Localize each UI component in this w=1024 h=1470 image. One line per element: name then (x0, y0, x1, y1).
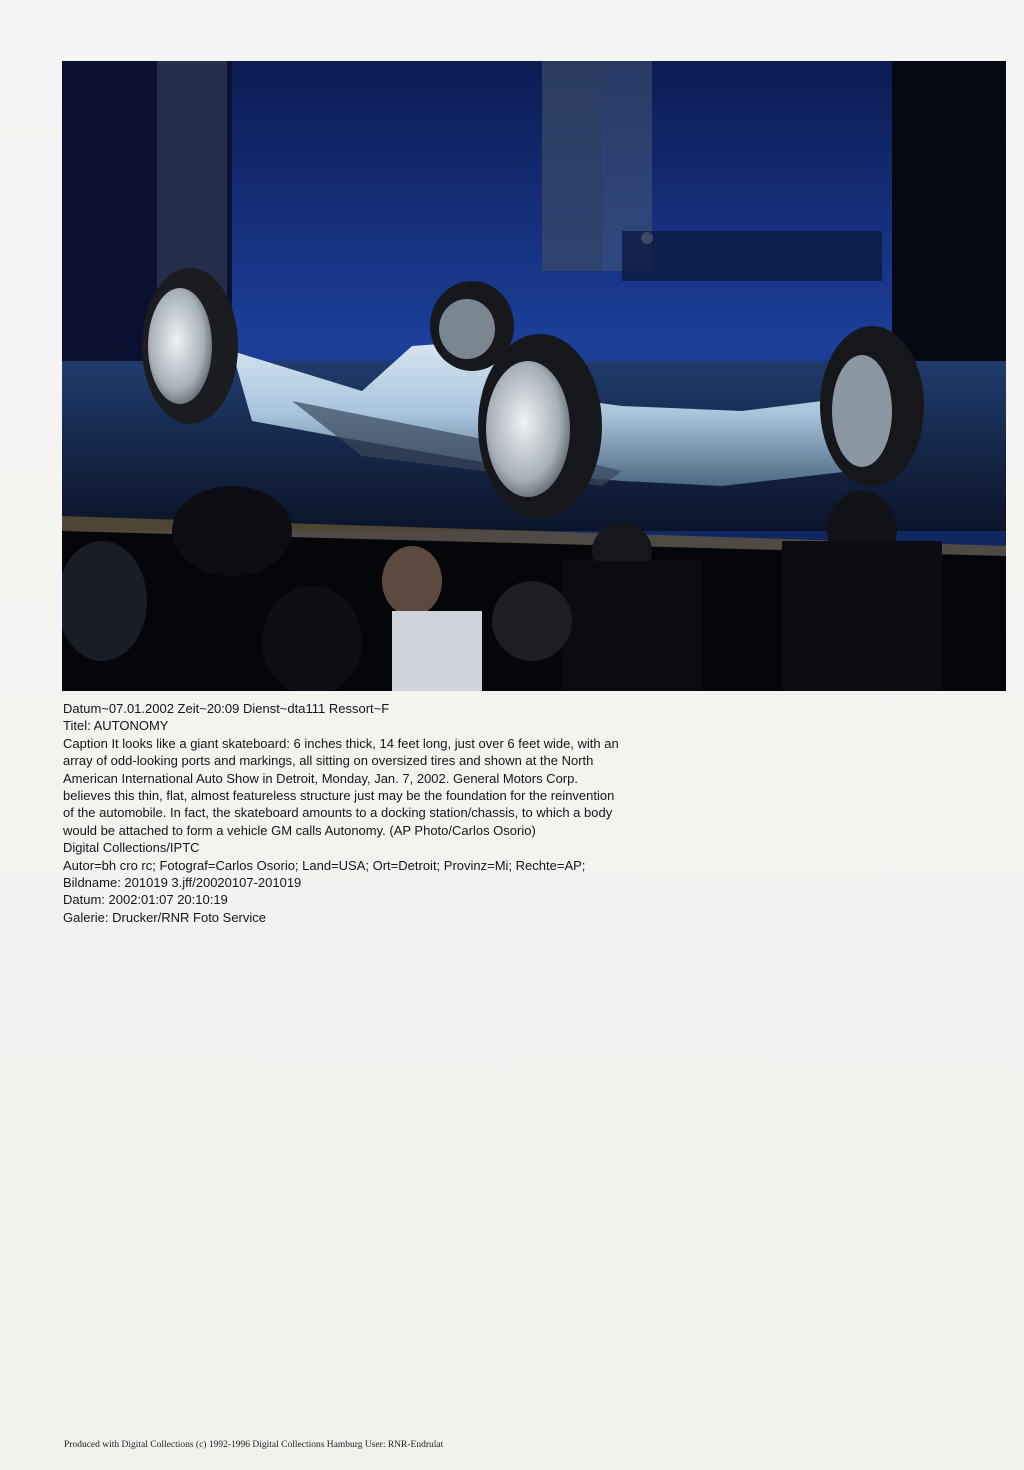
title-line: Titel: AUTONOMY (63, 718, 169, 734)
caption-block (63, 700, 663, 926)
bildname-line: Bildname: 201019 3.jff/20020107-201019 (63, 875, 302, 891)
datum-line: Datum: 2002:01:07 20:10:19 (63, 892, 228, 908)
caption-label: Caption (63, 735, 108, 751)
photograph-skateboard-chassis-icon (62, 61, 1006, 691)
header-line: Datum~07.01.2002 Zeit~20:09 Dienst~dta111 Ressort~F (63, 701, 390, 716)
footer-credit: Produced with Digital Collections (c) 1992-1996 Digital Collections Hamburg User: RNR-Endrulat (64, 1440, 444, 1450)
press-photo (62, 61, 1006, 691)
galerie-line: Galerie: Drucker/RNR Foto Service (63, 909, 266, 925)
autor-line: Autor=bh cro rc; Fotograf=Carlos Osorio; Land=USA; Ort=Detroit; Provinz=Mi; Rechte=AP; (63, 857, 586, 873)
collection-line: Digital Collections/IPTC (63, 840, 200, 856)
caption-content: It looks like a giant skateboard: 6 inches thick, 14 feet long, just over 6 feet wide, with an array of odd-looking ports and markings, all sitting on oversized tires and shown at the North American International Auto Show in Detroit, Monday, Jan. 7, 2002. General Motors Corp. believes this thin, flat, almost featureless structure just may be the foundation for the reinvention of the automobile. In fact, the skateboard amounts to a docking station/chassis, to which a body would be attached to form a vehicle GM calls Autonomy. (AP Photo/Carlos Osorio) (63, 735, 619, 838)
caption-text (63, 735, 623, 839)
